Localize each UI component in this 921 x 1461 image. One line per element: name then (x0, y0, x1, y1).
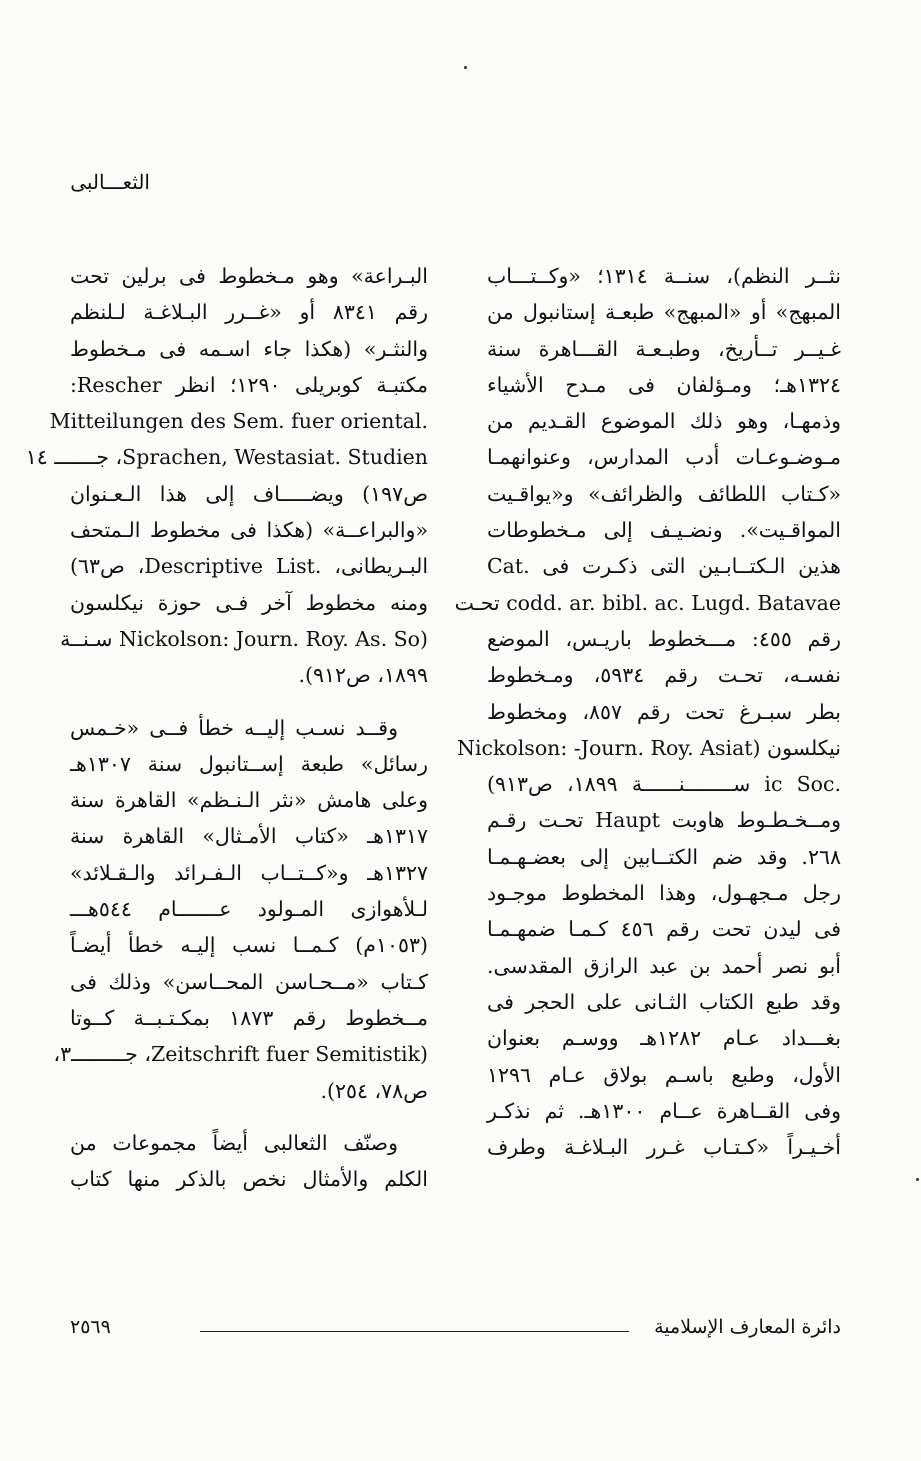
text-line: بطر سبـرغ تحت رقم ٨٥٧، ومخطوط (487, 699, 841, 724)
page-footer (70, 1316, 841, 1346)
left-column (25, 258, 429, 1197)
right-column (454, 258, 842, 1165)
text-line: أبو نصر أحمد بن عبد الرازق المقدسى. (487, 953, 841, 978)
text-line: ٢٦٨. وقد ضم الكتــابين إلى بعضـهـمـا (487, 844, 841, 869)
text-line: ١٣١٧هـ «كتاب الأمـثال» القاهرة سنة (70, 824, 428, 849)
text-line: رسائل» طبعة إســتانبول سنة ١٣٠٧هـ (70, 751, 428, 776)
text-line: مـوضـوعـات أدب المدارس، وعنوانهمـا (487, 445, 841, 470)
text-line: وذمهـا، وهو ذلك الموضوع القـديم من (487, 409, 841, 434)
text-line: الأول، وطبع باسـم بولاق عـام ١٢٩٦ (487, 1062, 841, 1087)
running-head: الثعـــالبى (70, 170, 150, 194)
text-line: ومنه مخطوط آخر فـى حوزة نيكلسون (70, 590, 428, 615)
paragraph-gap (70, 694, 428, 710)
text-line: بغـــداد عـام ١٢٨٢هـ ووسـم بعنوان (487, 1026, 841, 1051)
text-line: (١٠٥٣م) كـمــا نسب إليـه خطأ أيضـاً (70, 933, 428, 958)
text-line: فى ليدن تحت رقم ٤٥٦ كـمـا ضمهـمـا (487, 917, 841, 942)
text-line: مكتبـة كوبريلى ١٢٩٠؛ انظر Rescher: (70, 372, 428, 397)
text-line: ص١٩٧) ويضـــــاف إلى هذا الـعـنوان (70, 481, 428, 506)
text-line: أخـيـراً «كـتـاب غـرر البـلاغـة وطرف (487, 1135, 841, 1160)
text-line: غـيــر تــأريخ، وطبـعـة القـــاهرة سنة (487, 336, 841, 361)
text-line: .Mitteilungen des Sem. fuer oriental (49, 409, 428, 434)
text-line: المواقـيت». ونضـيـف إلى مـخطوطات (487, 518, 841, 543)
text-line: Sprachen, Westasiat. Studien، جـــــــ ١٤ (25, 445, 428, 470)
text-line: رقم ٤٥٥: مـــخطوط باريـس، الموضع (487, 626, 842, 651)
text-line: البـريطانى، .Descriptive List، ص٦٣) (70, 554, 429, 579)
text-line: والنثـر» (هكذا جاء اسـمه فى مـخطوط (70, 336, 428, 361)
text-line: رجل مـجهـول، وهذا المخطوط موجـود (487, 881, 841, 906)
text-line: ١٣٢٧هـ و«كــتــاب الـفـرائد والـقـلائد» (70, 860, 428, 885)
text-line: وقد طبع الكتاب الثـانى على الحجر فى (487, 989, 841, 1014)
text-line: وعلى هامش «نثر الـنـظم» القاهرة سنة (70, 788, 428, 813)
scan-speck (916, 1178, 919, 1181)
text-line: وقــد نسـب إليــه خطأ فــى «خـمس (70, 715, 398, 740)
text-line: ١٨٩٩، ص٩١٢). (298, 663, 428, 688)
text-line: لـلأهوازى المـولود عـــــــام ٥٤٤هـــ (70, 897, 428, 922)
paragraph-gap (70, 1109, 428, 1125)
page-number: ٢٥٦٩ (70, 1316, 111, 1338)
text-line: «والبراعــة» (هكذا فى مخطوط الـمتحف (70, 518, 428, 543)
text-line: (Nickolson: Journ. Roy. As. So سـنــة (60, 626, 428, 651)
text-line: «كـتاب اللطائف والظرائف» و«يواقـيت (487, 481, 841, 506)
text-line: نيكلسون (Nickolson: -Journ. Roy. Asiat (457, 735, 841, 760)
text-line: ص٧٨، ٢٥٤). (320, 1078, 428, 1103)
text-line: ١٣٢٤هـ؛ ومـؤلفان فى مـدح الأشياء (487, 372, 841, 397)
text-line: مــخطوط رقم ١٨٧٣ بمكـتـبــة كــوتا (70, 1005, 428, 1030)
text-line: .ic Soc ســــــــنــــــة ١٨٩٩، ص٩١٣) (487, 772, 841, 797)
text-line: codd. ar. bibl. ac. Lugd. Batavae تحـت (454, 590, 841, 615)
text-line: نفسـه، تحـت رقم ٥٩٣٤، ومـخطوط (487, 663, 841, 688)
text-line: الكلم والأمثال نخص بالذكر منها كتاب (70, 1167, 428, 1192)
text-line: كـتاب «مــحـاسن المحــاسن» وذلك فى (70, 969, 428, 994)
text-line: المبهج» أو «المبهج» طبعـة إستانبول من (487, 300, 841, 325)
scan-speck (464, 66, 467, 69)
text-line: ومــخـطـوط هاوبت Haupt تحـت رقـم (487, 808, 841, 833)
text-line: نثــر النظم)، سنــة ١٣١٤؛ «وكــتـــاب (487, 264, 841, 288)
text-line: وفى القــاهرة عــام ١٣٠٠هـ. ثم نذكـر (487, 1098, 841, 1123)
footer-rule (200, 1331, 629, 1332)
footer-title: دائرة المعارف الإسلامية (654, 1316, 841, 1338)
text-line: رقم ٨٣٤١ أو «غــرر البـلاغـة لـلنظم (70, 300, 428, 325)
text-line: البـراعة» وهو مـخطوط فى برلين تحت (70, 264, 428, 288)
text-line: هذين الـكتــابـين التى ذكـرت فى .Cat (487, 554, 841, 579)
text-line: وصنّف الثعالبى أيضاً مجموعات من (70, 1130, 398, 1155)
text-line: (Zeitschrift fuer Semitistik، جـــــــــ٣، (53, 1042, 428, 1067)
